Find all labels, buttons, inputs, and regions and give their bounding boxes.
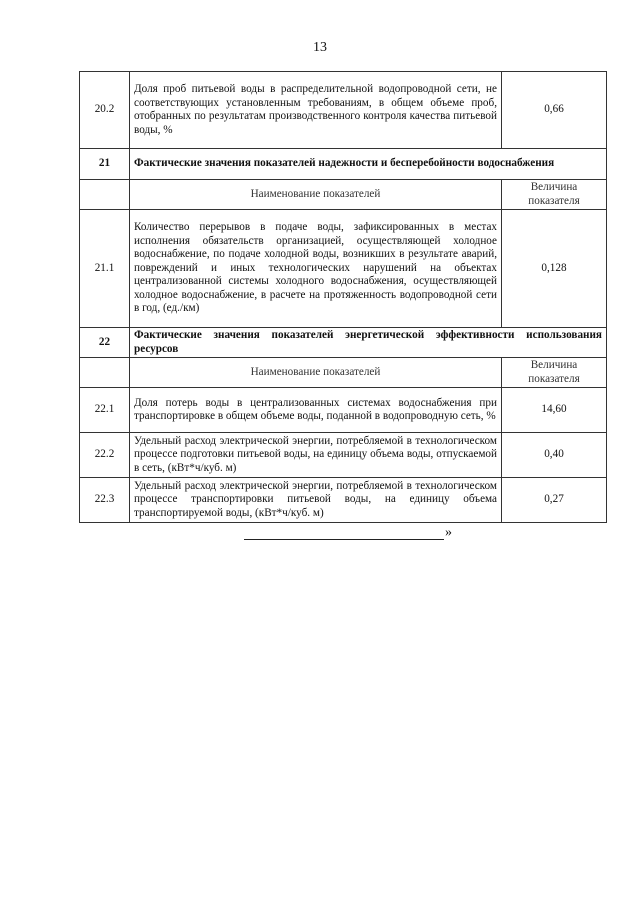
table-row-22-1: [80, 388, 607, 433]
row-number: 22.2: [80, 433, 130, 478]
section-number: 22: [80, 328, 130, 358]
table-row-20-2: [80, 72, 607, 149]
section-row-21: [80, 149, 607, 180]
indicator-value: 0,128: [502, 210, 607, 328]
row-number: 21.1: [80, 210, 130, 328]
section-title: Фактические значения показателей энергетической эффективности использования ресурсов: [130, 328, 607, 358]
indicator-description: Количество перерывов в подаче воды, зафиксированных в местах исполнения обязательств организацией, осуществляющей холодное водоснабжение, по подаче холодной воды, возникших в результате аварий, повреждений и иных технологических нарушений на объектах централизованной системы холодного водоснабжения, осуществляющей холодное водоснабжение, в расчете на протяженность водопроводной сети в год, (ед./км): [130, 210, 502, 328]
indicator-value: 0,66: [502, 72, 607, 149]
column-header-name: Наименование показателей: [130, 358, 502, 388]
section-title: Фактические значения показателей надежности и бесперебойности водоснабжения: [130, 149, 607, 180]
indicator-description: Доля проб питьевой воды в распределительной водопроводной сети, не соответствующих установленным требованиям, в общем объеме проб, отобранных по результатам производственного контроля качества питьевой воды, %: [130, 72, 502, 149]
row-number: 20.2: [80, 72, 130, 149]
page-number: 13: [313, 40, 327, 55]
indicator-description: Удельный расход электрической энергии, потребляемой в технологическом процессе подготовки питьевой воды, на единицу объема воды, отпускаемой в сеть, (кВт*ч/куб. м): [130, 433, 502, 478]
column-header-row-22: [80, 358, 607, 388]
indicator-description: Удельный расход электрической энергии, потребляемой в технологическом процессе транспортировки питьевой воды, на единицу объема транспортируемой воды, (кВт*ч/куб. м): [130, 478, 502, 523]
column-header-row-21: [80, 180, 607, 210]
row-number: 22.3: [80, 478, 130, 523]
empty-cell: [80, 180, 130, 210]
section-number: 21: [80, 149, 130, 180]
table-row-22-3: [80, 478, 607, 523]
row-number: 22.1: [80, 388, 130, 433]
empty-cell: [80, 358, 130, 388]
column-header-name: Наименование показателей: [130, 180, 502, 210]
closing-quote: »: [445, 525, 452, 540]
section-row-22: [80, 328, 607, 358]
table-row-21-1: [80, 210, 607, 328]
indicators-table: [79, 71, 607, 523]
indicator-value: 14,60: [502, 388, 607, 433]
closing-underline: [244, 527, 444, 540]
column-header-value: Величина показателя: [502, 180, 607, 210]
closing-line: [244, 526, 452, 540]
indicator-value: 0,40: [502, 433, 607, 478]
column-header-value: Величина показателя: [502, 358, 607, 388]
indicator-description: Доля потерь воды в централизованных системах водоснабжения при транспортировке в общем объеме воды, поданной в водопроводную сеть, %: [130, 388, 502, 433]
indicator-value: 0,27: [502, 478, 607, 523]
table-row-22-2: [80, 433, 607, 478]
